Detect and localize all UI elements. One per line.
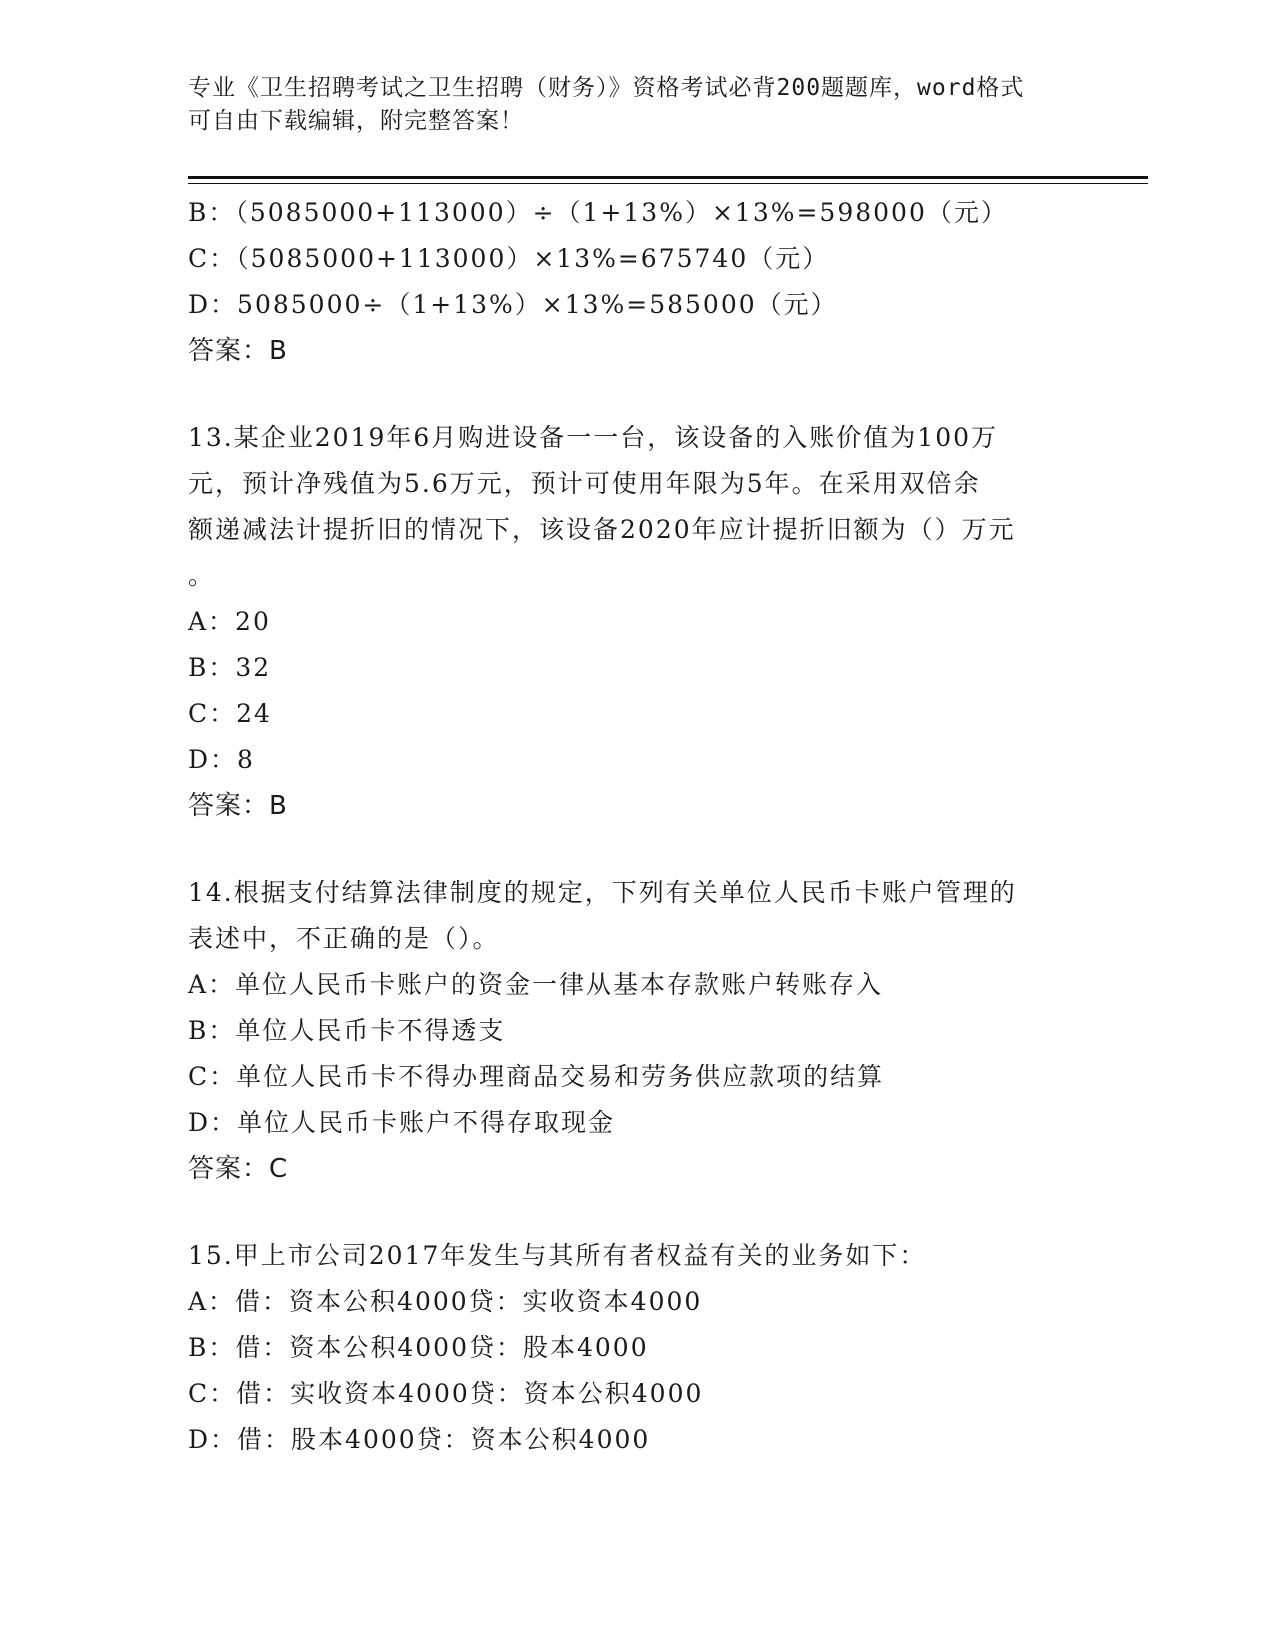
header-line-2: 可自由下载编辑，附完整答案！ — [188, 108, 524, 134]
question-stem-line: 13.某企业2019年6月购进设备一一台，该设备的入账价值为100万 — [188, 423, 999, 452]
question-stem-line: 元，预计净残值为5.6万元，预计可使用年限为5年。在采用双倍余 — [188, 469, 981, 498]
header-line-1: 专业《卫生招聘考试之卫生招聘（财务）》资格考试必背200题题库，word格式 — [188, 75, 1025, 101]
question-stem-line: 表述中，不正确的是（）。 — [188, 924, 500, 953]
option-a: A：20 — [188, 607, 271, 636]
question-stem-line: 14.根据支付结算法律制度的规定，下列有关单位人民币卡账户管理的 — [188, 878, 1017, 907]
answer: 答案：B — [188, 336, 288, 366]
header-divider-thin — [188, 183, 1148, 184]
option-c: C：24 — [188, 699, 272, 728]
option-c: C：借：实收资本4000贷：资本公积4000 — [188, 1379, 704, 1408]
option-b: B：（5085000+113000）÷（1+13%）×13%=598000（元） — [188, 198, 1008, 227]
question-stem-line: 15.甲上市公司2017年发生与其所有者权益有关的业务如下： — [188, 1241, 927, 1270]
option-d: D：8 — [188, 745, 255, 774]
document-header — [188, 72, 1088, 138]
question-15 — [188, 1233, 1088, 1463]
option-b: B：32 — [188, 653, 272, 682]
question-stem-line: 额递减法计提折旧的情况下，该设备2020年应计提折旧额为（）万元 — [188, 515, 1016, 544]
question-13 — [188, 415, 1088, 829]
answer: 答案：C — [188, 1154, 289, 1184]
answer: 答案：B — [188, 791, 288, 821]
header-divider-thick — [188, 176, 1148, 179]
option-b: B：借：资本公积4000贷：股本4000 — [188, 1333, 649, 1362]
option-d: D：5085000÷（1+13%）×13%=585000（元） — [188, 290, 838, 319]
option-c: C：（5085000+113000）×13%=675740（元） — [188, 244, 830, 273]
question-stem-line: 。 — [188, 561, 216, 590]
option-a: A：单位人民币卡账户的资金一律从基本存款账户转账存入 — [188, 970, 884, 999]
option-a: A：借：资本公积4000贷：实收资本4000 — [188, 1287, 703, 1316]
question-list — [188, 190, 1088, 1463]
option-d: D：单位人民币卡账户不得存取现金 — [188, 1108, 616, 1137]
option-c: C：单位人民币卡不得办理商品交易和劳务供应款项的结算 — [188, 1062, 885, 1091]
option-d: D：借：股本4000贷：资本公积4000 — [188, 1425, 651, 1454]
question-14 — [188, 870, 1088, 1192]
option-b: B：单位人民币卡不得透支 — [188, 1016, 506, 1045]
question-12 — [188, 190, 1088, 374]
